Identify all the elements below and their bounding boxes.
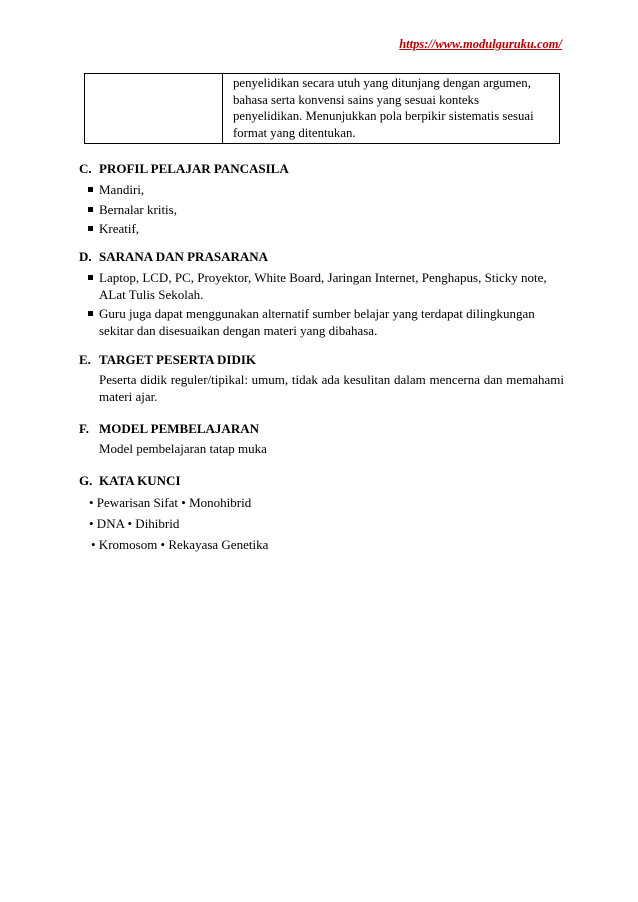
profil-list <box>79 182 564 238</box>
sarana-list <box>79 270 564 339</box>
section-title: MODEL PEMBELAJARAN <box>99 421 259 436</box>
table-cell-text <box>223 74 560 144</box>
section-heading <box>79 472 564 490</box>
section-text: Model pembelajaran tatap muka <box>99 441 267 456</box>
table-cell-empty <box>85 74 223 144</box>
square-bullet-icon <box>88 311 93 316</box>
table-line: bahasa serta konvensi sains yang sesuai konteks <box>233 92 479 107</box>
table-line: format yang ditentukan. <box>233 125 356 140</box>
keyword-list <box>89 494 564 554</box>
square-bullet-icon <box>88 226 93 231</box>
section-kata-kunci <box>79 472 564 557</box>
section-title: TARGET PESERTA DIDIK <box>99 352 257 367</box>
section-heading <box>79 160 564 178</box>
keyword-line: • Pewarisan Sifat • Monohibrid <box>89 495 252 510</box>
list-item: Guru juga dapat menggunakan alternatif sumber belajar yang terdapat dilingkungan sekitar dan disesuaikan dengan materi yang dibahasa. <box>79 306 564 339</box>
section-letter: F. <box>79 421 89 436</box>
continuation-table <box>84 73 560 144</box>
section-model-pembelajaran <box>79 420 564 457</box>
keyword-line: • DNA • Dihibrid <box>89 516 180 531</box>
section-letter: D. <box>79 249 92 264</box>
table-line: penyelidikan. Menunjukkan pola berpikir sistematis sesuai <box>233 109 534 123</box>
section-letter: G. <box>79 473 93 488</box>
list-item: Bernalar kritis, <box>79 202 564 219</box>
square-bullet-icon <box>88 207 93 212</box>
section-letter: E. <box>79 352 91 367</box>
section-title: PROFIL PELAJAR PANCASILA <box>99 161 289 176</box>
section-heading <box>79 248 564 266</box>
section-target-peserta <box>79 351 564 405</box>
section-heading <box>79 351 564 369</box>
list-item: Laptop, LCD, PC, Proyektor, White Board, Jaringan Internet, Penghapus, Sticky note, ALat Tulis Sekolah. <box>79 270 564 303</box>
list-item: Kreatif, <box>79 221 564 238</box>
square-bullet-icon <box>88 187 93 192</box>
section-title: KATA KUNCI <box>99 473 181 488</box>
list-item: Mandiri, <box>79 182 564 199</box>
section-profil-pelajar <box>79 160 564 241</box>
section-heading <box>79 420 564 438</box>
section-letter: C. <box>79 161 92 176</box>
website-link[interactable]: https://www.modulguruku.com/ <box>399 37 562 51</box>
section-title: SARANA DAN PRASARANA <box>99 249 269 264</box>
square-bullet-icon <box>88 275 93 280</box>
section-text: Peserta didik reguler/tipikal: umum, tidak ada kesulitan dalam mencerna dan memahami materi ajar. <box>99 372 564 404</box>
section-sarana-prasarana <box>79 248 564 342</box>
table-line: penyelidikan secara utuh yang ditunjang dengan argumen, <box>233 76 531 90</box>
keyword-line: • Kromosom • Rekayasa Genetika <box>91 537 269 552</box>
